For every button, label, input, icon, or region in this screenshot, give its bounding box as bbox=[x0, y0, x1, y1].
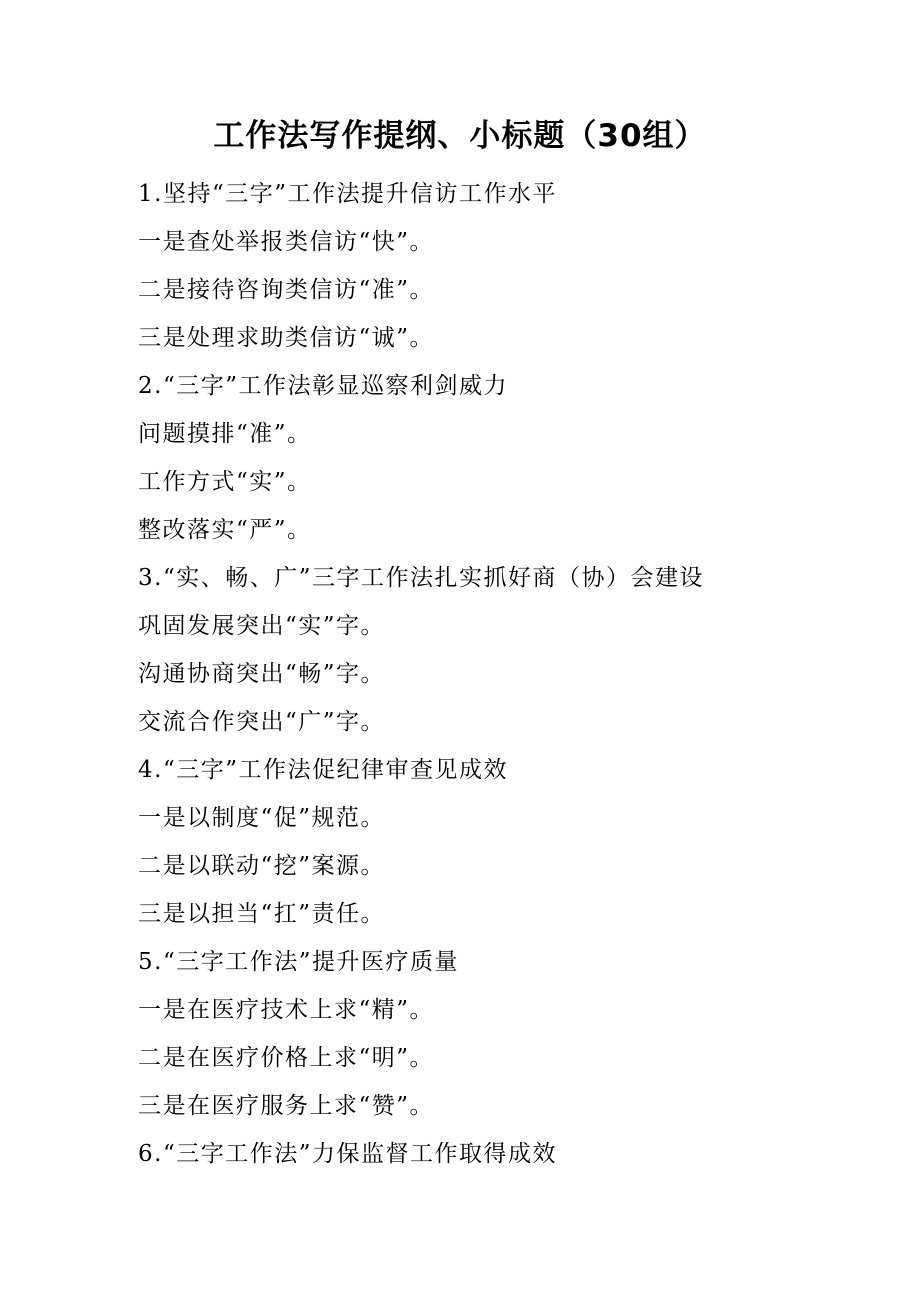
body-line: 交流合作突出“广”字。 bbox=[138, 709, 386, 735]
heading-line-6: 6.“三字工作法”力保监督工作取得成效 bbox=[138, 1141, 557, 1167]
body-line: 三是以担当“扛”责任。 bbox=[138, 901, 386, 927]
body-line: 二是以联动“挖”案源。 bbox=[138, 853, 386, 879]
heading-line-1: 1.坚持“三字”工作法提升信访工作水平 bbox=[138, 181, 557, 207]
body-line: 三是在医疗服务上求“赞”。 bbox=[138, 1093, 435, 1119]
body-line: 二是在医疗价格上求“明”。 bbox=[138, 1045, 435, 1071]
body-line: 工作方式“实”。 bbox=[138, 469, 312, 495]
body-line: 二是接待咨询类信访“准”。 bbox=[138, 277, 435, 303]
heading-line-3: 3.“实、畅、广”三字工作法扎实抓好商（协）会建设 bbox=[138, 565, 704, 591]
body-line: 三是处理求助类信访“诚”。 bbox=[138, 325, 435, 351]
body-line: 一是在医疗技术上求“精”。 bbox=[138, 997, 435, 1023]
body-line: 整改落实“严”。 bbox=[138, 517, 312, 543]
document-title: 工作法写作提纲、小标题（30组） bbox=[213, 118, 707, 154]
heading-line-4: 4.“三字”工作法促纪律审查见成效 bbox=[138, 757, 508, 783]
body-line: 一是以制度“促”规范。 bbox=[138, 805, 386, 831]
body-line: 一是查处举报类信访“快”。 bbox=[138, 229, 435, 255]
body-line: 巩固发展突出“实”字。 bbox=[138, 613, 386, 639]
document-body bbox=[138, 176, 878, 1184]
heading-line-5: 5.“三字工作法”提升医疗质量 bbox=[138, 949, 459, 975]
body-line: 问题摸排“准”。 bbox=[138, 421, 312, 447]
heading-line-2: 2.“三字”工作法彰显巡察利剑威力 bbox=[138, 373, 508, 399]
body-line: 沟通协商突出“畅”字。 bbox=[138, 661, 386, 687]
